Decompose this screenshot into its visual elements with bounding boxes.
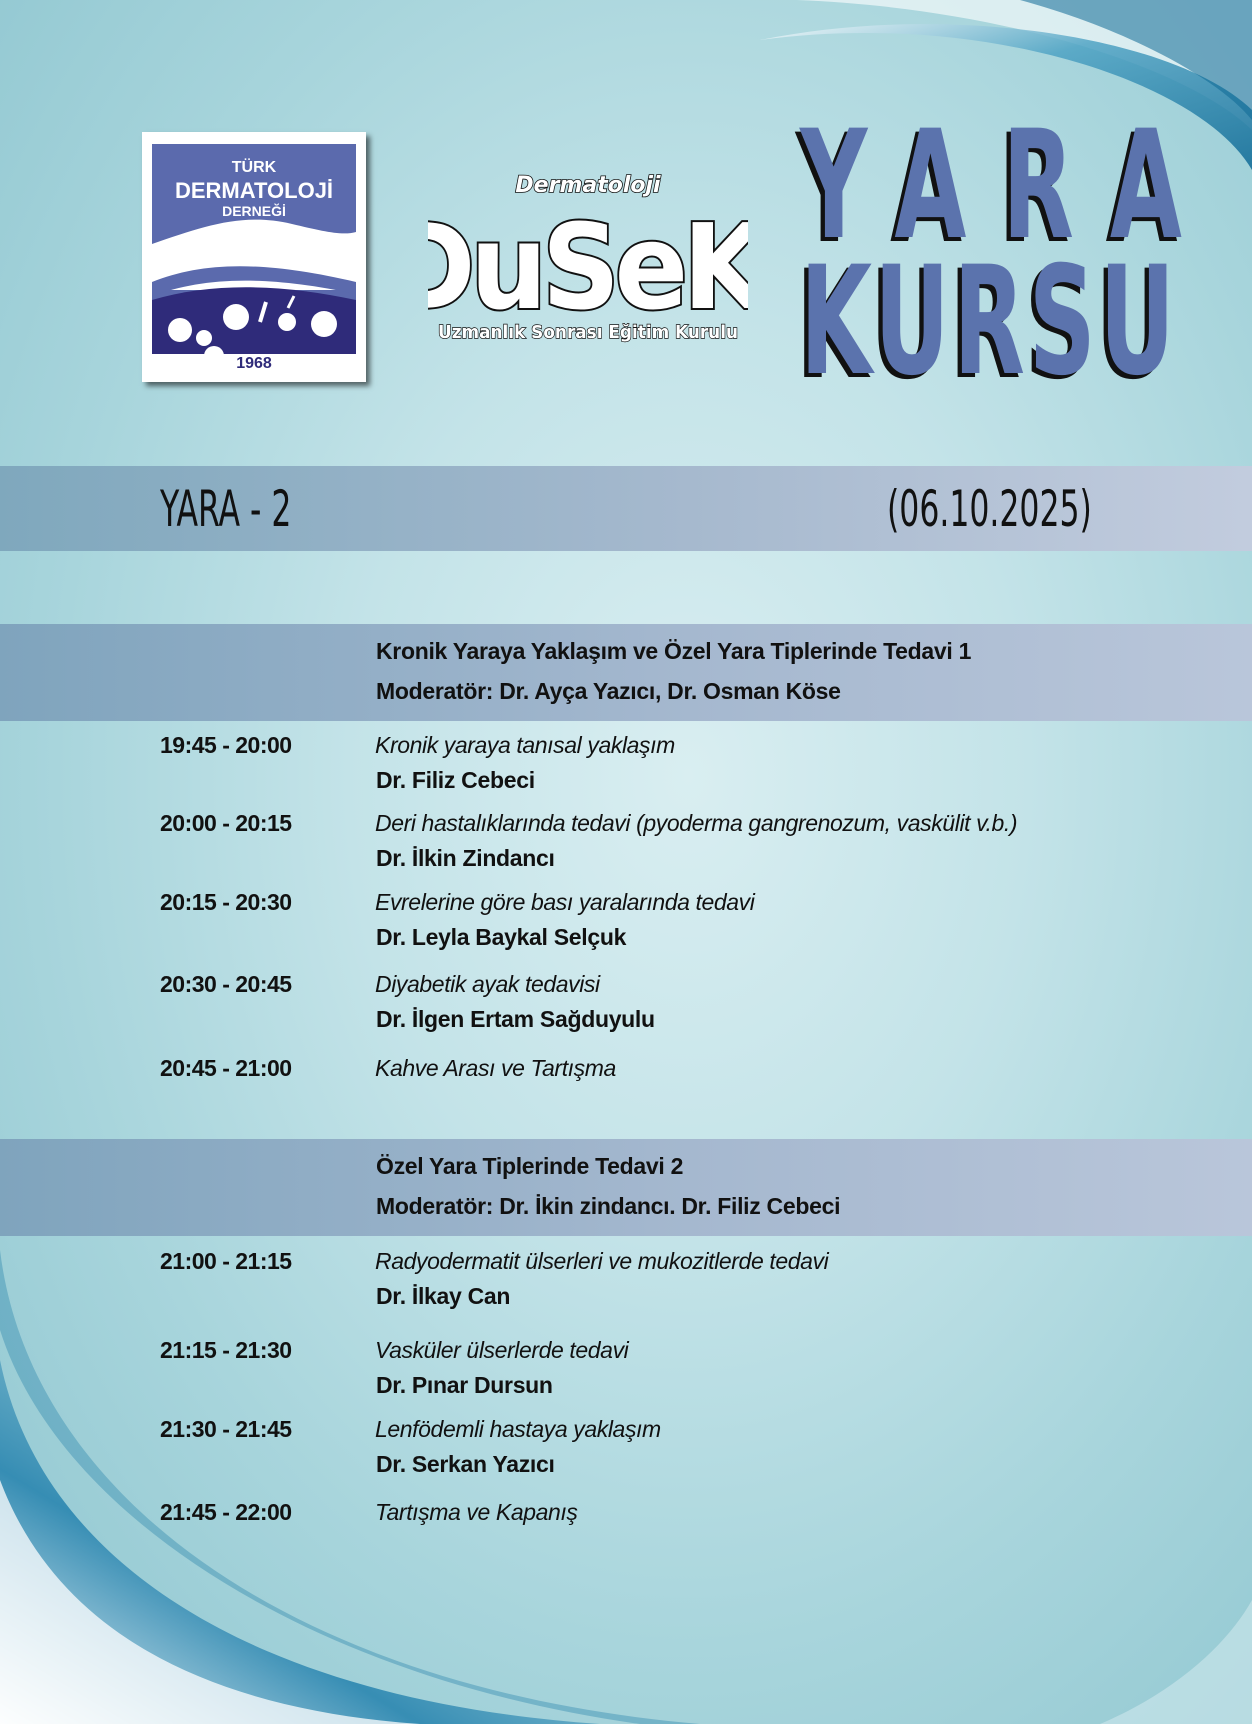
day-header-band	[0, 466, 1252, 551]
row-speaker: Dr. İlkay Can	[376, 1283, 511, 1309]
session-header-2	[0, 1139, 1252, 1236]
row-time: 20:30 - 20:45	[160, 971, 292, 997]
row-time: 21:45 - 22:00	[160, 1499, 292, 1525]
session-moderators: Moderatör: Dr. Ayça Yazıcı, Dr. Osman Köse	[376, 678, 841, 704]
session-title: Özel Yara Tiplerinde Tedavi 2	[376, 1153, 684, 1179]
row-time: 21:00 - 21:15	[160, 1248, 292, 1274]
row-topic: Evrelerine göre bası yaralarında tedavi	[375, 889, 755, 915]
row-time: 19:45 - 20:00	[160, 732, 292, 758]
tdd-logo-line1: TÜRK	[231, 159, 277, 176]
row-time: 20:45 - 21:00	[160, 1055, 292, 1081]
row-speaker: Dr. İlgen Ertam Sağduyulu	[376, 1006, 655, 1032]
row-topic: Vasküler ülserlerde tedavi	[375, 1337, 629, 1363]
tdd-logo-year: 1968	[236, 355, 272, 372]
row-topic: Lenfödemli hastaya yaklaşım	[375, 1416, 661, 1442]
row-speaker: Dr. Leyla Baykal Selçuk	[376, 924, 627, 950]
day-date: (06.10.2025)	[887, 480, 1092, 538]
row-speaker: Dr. Serkan Yazıcı	[376, 1451, 555, 1477]
dusek-logo-main: uSeK	[470, 198, 748, 337]
course-title-line1: YARA	[800, 99, 1218, 273]
row-time: 21:15 - 21:30	[160, 1337, 292, 1363]
row-time: 20:15 - 20:30	[160, 889, 292, 915]
row-topic: Diyabetik ayak tedavisi	[375, 971, 600, 997]
tdd-logo-line2: DERMATOLOJİ	[174, 178, 334, 203]
row-time: 20:00 - 20:15	[160, 810, 292, 836]
row-speaker: Dr. İlkin Zindancı	[376, 845, 555, 871]
session-title: Kronik Yaraya Yaklaşım ve Özel Yara Tiplerinde Tedavi 1	[376, 638, 972, 664]
session-header-1	[0, 624, 1252, 721]
row-topic: Kahve Arası ve Tartışma	[375, 1055, 616, 1081]
row-speaker: Dr. Pınar Dursun	[376, 1372, 553, 1398]
tdd-logo-line3: DERNEĞİ	[222, 203, 286, 219]
dusek-logo-sub: Uzmanlık Sonrası Eğitim Kurulu	[438, 322, 738, 343]
row-topic: Deri hastalıklarında tedavi (pyoderma gangrenozum, vaskülit v.b.)	[375, 810, 1018, 836]
row-speaker: Dr. Filiz Cebeci	[376, 767, 535, 793]
session-moderators: Moderatör: Dr. İkin zindancı. Dr. Filiz Cebeci	[376, 1193, 841, 1219]
course-title-line2: KURSU	[800, 235, 1179, 409]
course-title	[800, 99, 1218, 409]
row-topic: Radyodermatit ülserleri ve mukozitlerde tedavi	[375, 1248, 829, 1274]
row-topic: Tartışma ve Kapanış	[375, 1499, 578, 1525]
row-time: 21:30 - 21:45	[160, 1416, 292, 1442]
day-label: YARA - 2	[160, 480, 292, 538]
dusek-logo	[428, 168, 748, 348]
turk-dermatoloji-dernegi-logo	[142, 132, 366, 382]
row-topic: Kronik yaraya tanısal yaklaşım	[375, 732, 675, 758]
dusek-logo-top: Dermatoloji	[515, 173, 661, 198]
